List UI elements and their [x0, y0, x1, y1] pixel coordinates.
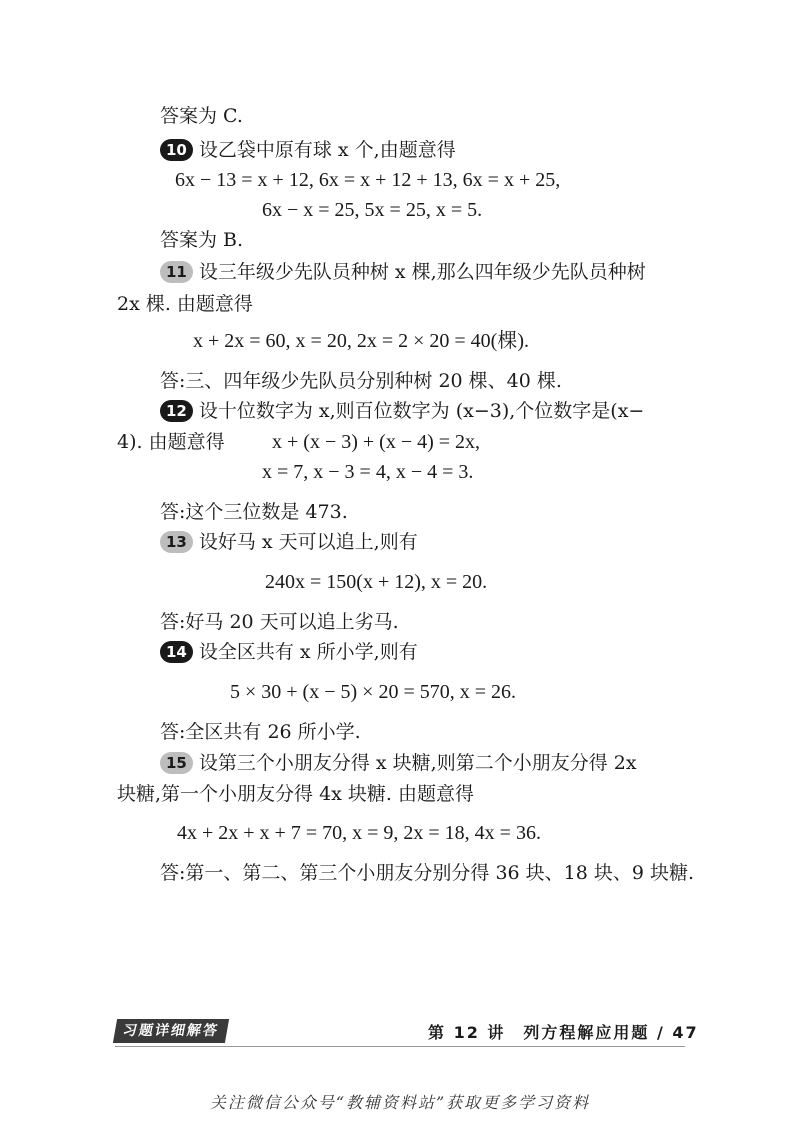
- equation-line: [272, 429, 480, 455]
- text-line: [160, 529, 418, 555]
- text-line: [117, 429, 225, 455]
- problem-number-badge: 10: [160, 139, 193, 161]
- line-text: 答:这个三位数是 473.: [160, 501, 348, 523]
- problem-number-badge: 11: [160, 261, 193, 283]
- text-line: [160, 368, 562, 394]
- line-text: 答:三、四年级少先队员分别种树 20 棵、40 棵.: [160, 370, 562, 392]
- line-text: 设乙袋中原有球 x 个,由题意得: [198, 139, 456, 161]
- equation-line: [265, 569, 487, 595]
- line-text: 答案为 B.: [160, 229, 244, 251]
- text-line: [117, 291, 253, 317]
- footer-chapter-title: 第 12 讲 列方程解应用题 / 47: [428, 1023, 699, 1042]
- equation-line: [175, 167, 560, 193]
- text-line: [160, 639, 418, 665]
- equation-line: [262, 197, 482, 223]
- line-text: x = 7, x − 3 = 4, x − 4 = 3.: [262, 461, 474, 483]
- problem-number-badge: 15: [160, 752, 193, 774]
- line-text: 设好马 x 天可以追上,则有: [198, 531, 418, 553]
- equation-line: [230, 679, 516, 705]
- line-text: 6x − 13 = x + 12, 6x = x + 12 + 13, 6x = x + 25,: [175, 169, 561, 191]
- line-text: 2x 棵. 由题意得: [117, 293, 253, 315]
- line-text: 4x + 2x + x + 7 = 70, x = 9, 2x = 18, 4x = 36.: [177, 822, 541, 844]
- text-line: [160, 750, 637, 776]
- line-text: 240x = 150(x + 12), x = 20.: [265, 571, 488, 593]
- problem-number-badge: 13: [160, 531, 193, 553]
- line-text: 5 × 30 + (x − 5) × 20 = 570, x = 26.: [230, 681, 516, 703]
- line-text: 答:好马 20 天可以追上劣马.: [160, 611, 399, 633]
- line-text: 6x − x = 25, 5x = 25, x = 5.: [262, 199, 483, 221]
- text-line: [160, 499, 348, 525]
- text-line: [160, 609, 399, 635]
- line-text: x + (x − 3) + (x − 4) = 2x,: [272, 431, 481, 453]
- watermark-text: 关注微信公众号“教辅资料站”获取更多学习资料: [209, 1093, 591, 1112]
- footer-section-tag: 习题详细解答: [113, 1019, 229, 1043]
- problem-number-badge: 12: [160, 400, 193, 422]
- text-line: [160, 103, 243, 129]
- text-line: [160, 227, 243, 253]
- problem-number-badge: 14: [160, 641, 193, 663]
- line-text: 4). 由题意得: [117, 431, 225, 453]
- equation-line: [177, 820, 541, 846]
- text-line: [160, 719, 361, 745]
- line-text: 设三年级少先队员种树 x 棵,那么四年级少先队员种树: [198, 261, 646, 283]
- text-line: [160, 259, 646, 285]
- line-text: x + 2x = 60, x = 20, 2x = 2 × 20 = 40(棵).: [193, 330, 529, 352]
- text-line: [160, 398, 644, 424]
- line-text: 设第三个小朋友分得 x 块糖,则第二个小朋友分得 2x: [198, 752, 637, 774]
- text-line: [160, 860, 694, 886]
- line-text: 答:全区共有 26 所小学.: [160, 721, 361, 743]
- line-text: 答:第一、第二、第三个小朋友分别分得 36 块、18 块、9 块糖.: [160, 862, 695, 884]
- line-text: 设十位数字为 x,则百位数字为 (x−3),个位数字是(x−: [198, 400, 645, 422]
- line-text: 设全区共有 x 所小学,则有: [198, 641, 418, 663]
- text-line: [160, 137, 456, 163]
- equation-line: [262, 459, 473, 485]
- equation-line: [193, 328, 529, 354]
- line-text: 块糖,第一个小朋友分得 4x 块糖. 由题意得: [117, 783, 475, 805]
- line-text: 答案为 C.: [160, 105, 243, 127]
- text-line: [117, 781, 474, 807]
- footer-divider: [115, 1046, 685, 1047]
